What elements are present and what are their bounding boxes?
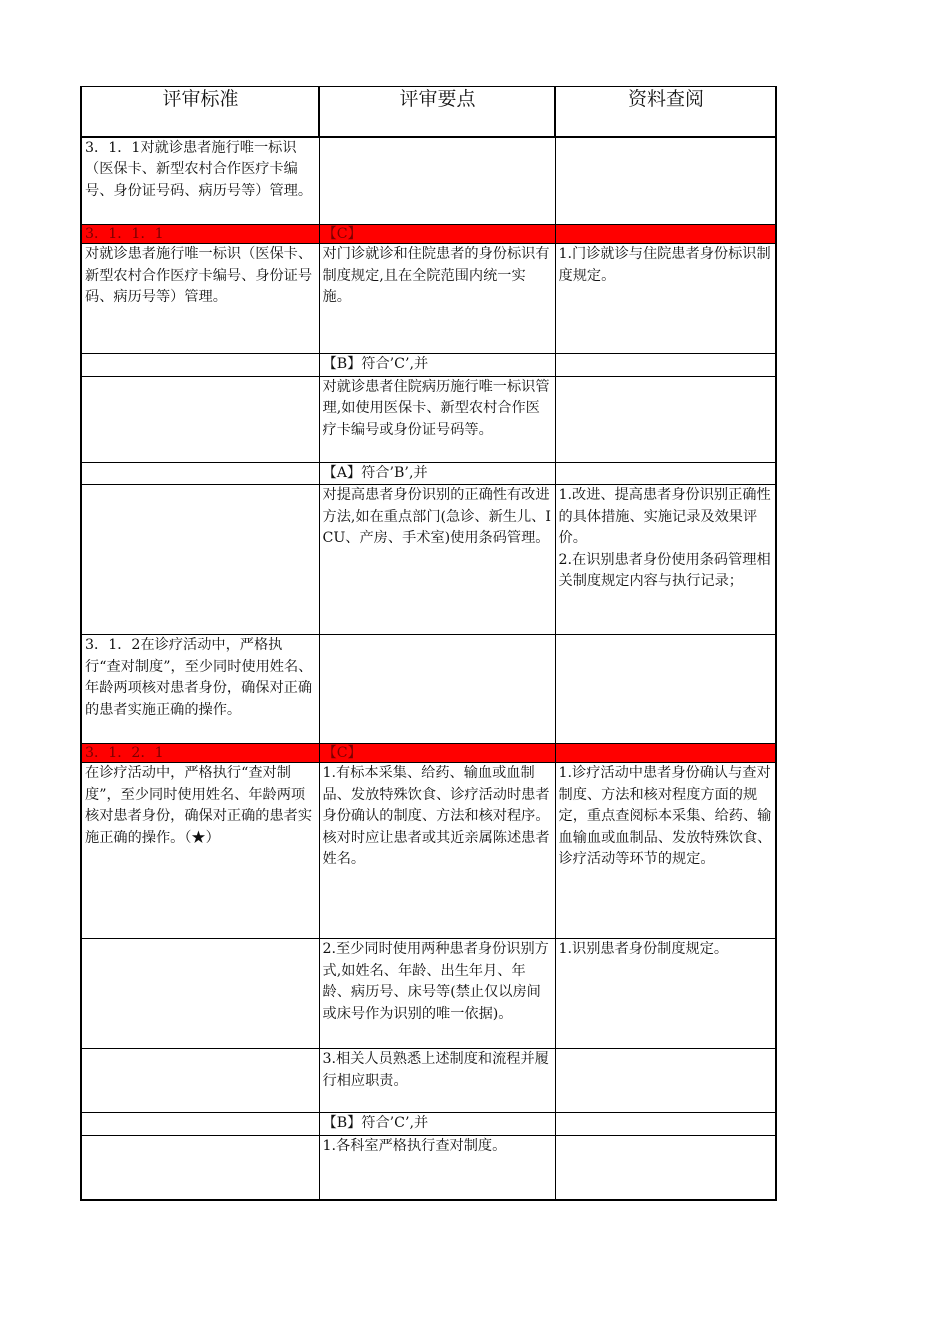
section-row xyxy=(81,744,776,763)
table-row xyxy=(81,244,776,354)
standard-cell xyxy=(81,376,319,462)
points-cell xyxy=(319,137,555,225)
grade-cell: 【C】 xyxy=(319,225,555,244)
standard-code-cell: 3．1．1．1 xyxy=(81,225,319,244)
points-cell: 对门诊就诊和住院患者的身份标识有制度规定,且在全院范围内统一实施。 xyxy=(319,244,555,354)
table-row xyxy=(81,1049,776,1113)
docs-cell: 1.改进、提高患者身份识别正确性的具体措施、实施记录及效果评价。 2.在识别患者身份使用条码管理相关制度规定内容与执行记录； xyxy=(555,485,776,635)
standard-cell xyxy=(81,939,319,1049)
points-cell: 3.相关人员熟悉上述制度和流程并履行相应职责。 xyxy=(319,1049,555,1113)
table-row xyxy=(81,635,776,744)
points-cell: 对提高患者身份识别的正确性有改进方法,如在重点部门(急诊、新生儿、ICU、产房、手术室)使用条码管理。 xyxy=(319,485,555,635)
header-docs: 资料查阅 xyxy=(555,87,776,137)
points-cell: 对就诊患者住院病历施行唯一标识管理,如使用医保卡、新型农村合作医疗卡编号或身份证号码等。 xyxy=(319,376,555,462)
docs-cell xyxy=(555,137,776,225)
docs-cell: 1.诊疗活动中患者身份确认与查对制度、方法和核对程度方面的规定，重点查阅标本采集、给药、输血输血或血制品、发放特殊饮食、诊疗活动等环节的规定。 xyxy=(555,763,776,939)
points-cell: 1.各科室严格执行查对制度。 xyxy=(319,1135,555,1200)
docs-cell xyxy=(555,354,776,377)
header-standard: 评审标准 xyxy=(81,87,319,137)
grade-cell: 【C】 xyxy=(319,744,555,763)
points-cell: 1.有标本采集、给药、输血或血制品、发放特殊饮食、诊疗活动时患者身份确认的制度、方法和核对程序。核对时应让患者或其近亲属陈述患者姓名。 xyxy=(319,763,555,939)
standard-cell xyxy=(81,462,319,485)
table-row xyxy=(81,485,776,635)
table-row xyxy=(81,939,776,1049)
docs-cell: 1.门诊就诊与住院患者身份标识制度规定。 xyxy=(555,244,776,354)
standard-cell: 对就诊患者施行唯一标识（医保卡、新型农村合作医疗卡编号、身份证号码、病历号等）管理。 xyxy=(81,244,319,354)
table-row xyxy=(81,137,776,225)
docs-cell xyxy=(555,635,776,744)
docs-cell xyxy=(555,744,776,763)
header-row xyxy=(81,87,776,137)
docs-cell xyxy=(555,1049,776,1113)
docs-cell xyxy=(555,462,776,485)
standard-cell: 在诊疗活动中，严格执行“查对制度”，至少同时使用姓名、年龄两项核对患者身份，确保对正确的患者实施正确的操作。（★） xyxy=(81,763,319,939)
section-row xyxy=(81,225,776,244)
standards-table xyxy=(80,86,777,1201)
grade-cell: 【B】符合’C’,并 xyxy=(319,354,555,377)
standard-code-cell: 3．1．2．1 xyxy=(81,744,319,763)
standard-cell xyxy=(81,1135,319,1200)
table-row xyxy=(81,462,776,485)
standard-cell: 3．1．2在诊疗活动中，严格执行“查对制度”，至少同时使用姓名、年龄两项核对患者身份，确保对正确的患者实施正确的操作。 xyxy=(81,635,319,744)
docs-cell xyxy=(555,1135,776,1200)
points-cell xyxy=(319,635,555,744)
standard-cell xyxy=(81,485,319,635)
grade-cell: 【A】符合’B’,并 xyxy=(319,462,555,485)
header-points: 评审要点 xyxy=(319,87,555,137)
grade-cell: 【B】符合’C’,并 xyxy=(319,1113,555,1136)
points-cell: 2.至少同时使用两种患者身份识别方式,如姓名、年龄、出生年月、年龄、病历号、床号等(禁止仅以房间或床号作为识别的唯一依据)。 xyxy=(319,939,555,1049)
docs-cell xyxy=(555,376,776,462)
table-row xyxy=(81,763,776,939)
docs-cell xyxy=(555,225,776,244)
table-row xyxy=(81,1113,776,1136)
table-row xyxy=(81,354,776,377)
table-row xyxy=(81,376,776,462)
docs-cell: 1.识别患者身份制度规定。 xyxy=(555,939,776,1049)
standard-cell xyxy=(81,1049,319,1113)
docs-cell xyxy=(555,1113,776,1136)
standard-cell xyxy=(81,1113,319,1136)
standard-cell xyxy=(81,354,319,377)
standard-cell: 3．1．1对就诊患者施行唯一标识（医保卡、新型农村合作医疗卡编号、身份证号码、病历号等）管理。 xyxy=(81,137,319,225)
table-row xyxy=(81,1135,776,1200)
